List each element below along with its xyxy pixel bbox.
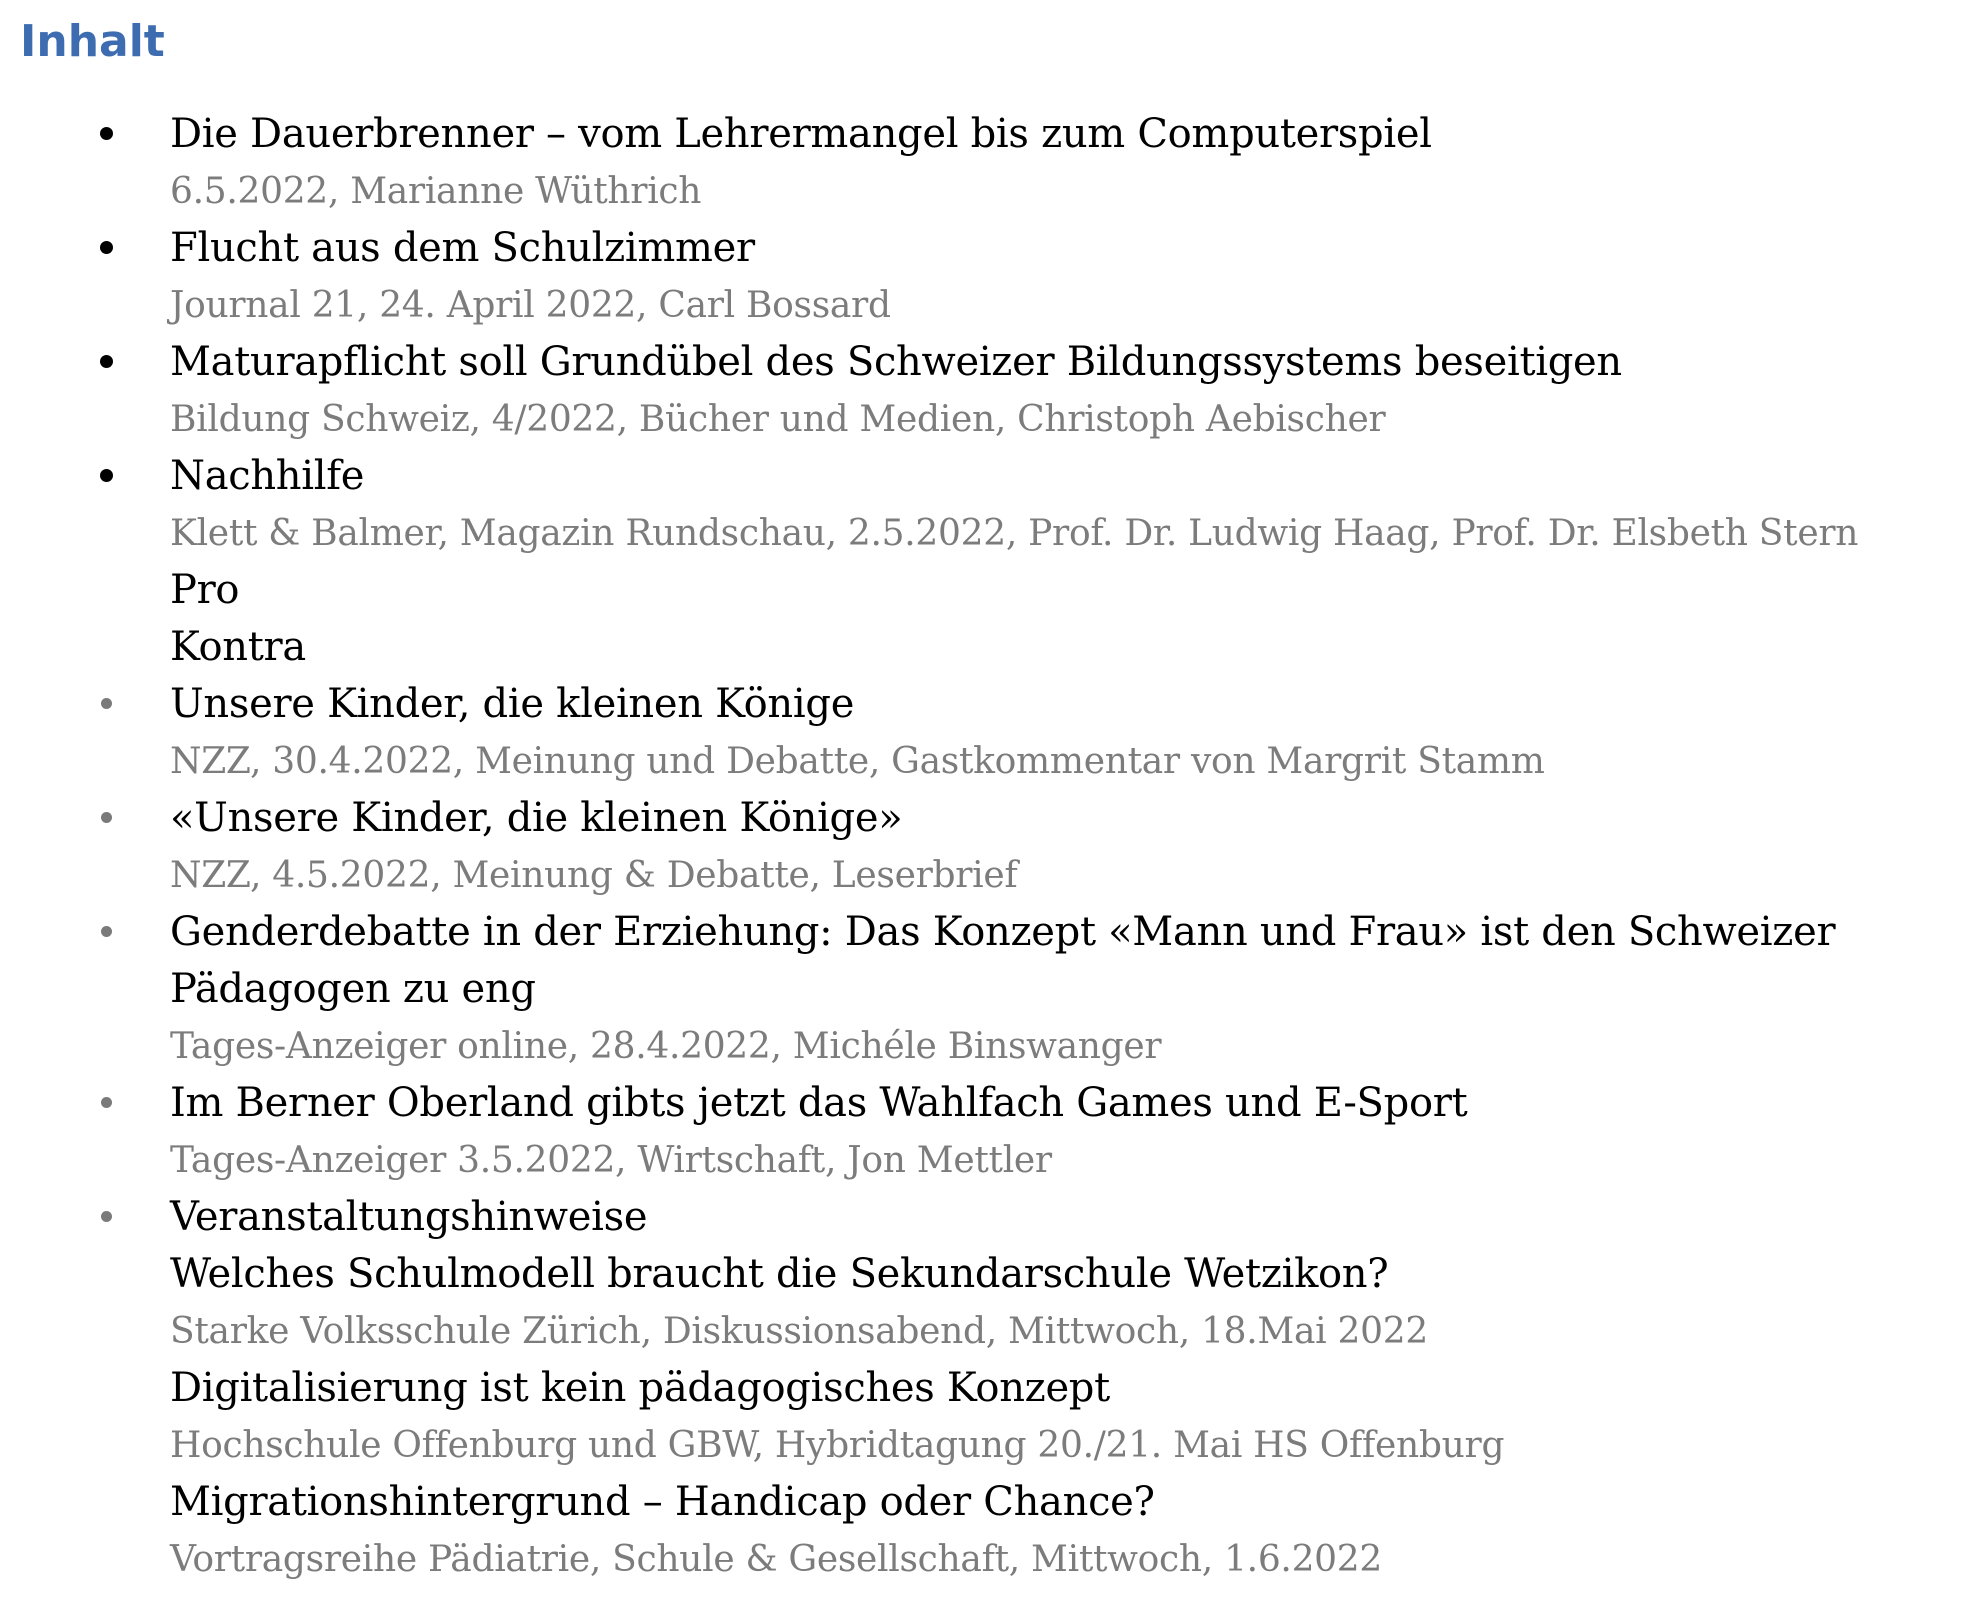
subitem-pro-link[interactable]: Pro [170, 567, 240, 613]
entry-title-link[interactable]: Die Dauerbrenner – vom Lehrermangel bis zum Computerspiel [170, 111, 1432, 157]
entry-title-link[interactable]: Veranstaltungshinweise [170, 1194, 648, 1240]
entry-source: 6.5.2022, Marianne Wüthrich [170, 171, 702, 212]
entry-title-link[interactable]: Nachhilfe [170, 453, 365, 499]
event-source: Hochschule Offenburg und GBW, Hybridtagung 20./21. Mai HS Offenburg [170, 1425, 1505, 1466]
bullet-icon [100, 241, 113, 254]
toc-entry-1 [0, 106, 1971, 220]
entry-source: Tages-Anzeiger online, 28.4.2022, Michéle Binswanger [170, 1026, 1162, 1067]
entry-title-link[interactable]: Genderdebatte in der Erziehung: Das Konzept «Mann und Frau» ist den Schweizer Pädagogen zu eng [170, 909, 1836, 1012]
entry-source: NZZ, 4.5.2022, Meinung & Debatte, Leserbrief [170, 855, 1018, 896]
toc-entry-3 [0, 334, 1971, 448]
toc-entry-4 [0, 448, 1971, 676]
entry-title-link[interactable]: Im Berner Oberland gibts jetzt das Wahlfach Games und E-Sport [170, 1080, 1468, 1126]
event-title-link[interactable]: Welches Schulmodell braucht die Sekundarschule Wetzikon? [170, 1251, 1389, 1297]
bullet-icon [101, 812, 112, 823]
entry-title-link[interactable]: «Unsere Kinder, die kleinen Könige» [170, 795, 903, 841]
entry-source: Journal 21, 24. April 2022, Carl Bossard [170, 285, 891, 326]
bullet-icon [101, 926, 112, 937]
entry-source: NZZ, 30.4.2022, Meinung und Debatte, Gastkommentar von Margrit Stamm [170, 741, 1545, 782]
event-title-link[interactable]: Migrationshintergrund – Handicap oder Chance? [170, 1479, 1155, 1525]
entry-source: Klett & Balmer, Magazin Rundschau, 2.5.2022, Prof. Dr. Ludwig Haag, Prof. Dr. Elsbeth Stern [170, 513, 1859, 554]
bullet-icon [100, 469, 113, 482]
toc-heading: Inhalt [20, 16, 165, 67]
entry-title-link[interactable]: Flucht aus dem Schulzimmer [170, 225, 755, 271]
entry-source: Bildung Schweiz, 4/2022, Bücher und Medien, Christoph Aebischer [170, 399, 1386, 440]
toc-entry-7 [0, 904, 1971, 1075]
table-of-contents [0, 106, 1971, 1588]
entry-source: Tages-Anzeiger 3.5.2022, Wirtschaft, Jon Mettler [170, 1140, 1052, 1181]
toc-entry-9 [0, 1189, 1971, 1588]
bullet-icon [100, 127, 113, 140]
bullet-icon [101, 1097, 112, 1108]
subitem-kontra-link[interactable]: Kontra [170, 624, 306, 670]
bullet-icon [100, 355, 113, 368]
bullet-icon [101, 1211, 112, 1222]
entry-title-link[interactable]: Maturapflicht soll Grundübel des Schweizer Bildungssystems beseitigen [170, 339, 1622, 385]
event-source: Starke Volksschule Zürich, Diskussionsabend, Mittwoch, 18.Mai 2022 [170, 1311, 1428, 1352]
toc-entry-2 [0, 220, 1971, 334]
toc-entry-6 [0, 790, 1971, 904]
bullet-icon [101, 698, 112, 709]
toc-entry-5 [0, 676, 1971, 790]
toc-entry-8 [0, 1075, 1971, 1189]
event-source: Vortragsreihe Pädiatrie, Schule & Gesellschaft, Mittwoch, 1.6.2022 [170, 1539, 1382, 1580]
entry-title-link[interactable]: Unsere Kinder, die kleinen Könige [170, 681, 855, 727]
event-title-link[interactable]: Digitalisierung ist kein pädagogisches Konzept [170, 1365, 1110, 1411]
